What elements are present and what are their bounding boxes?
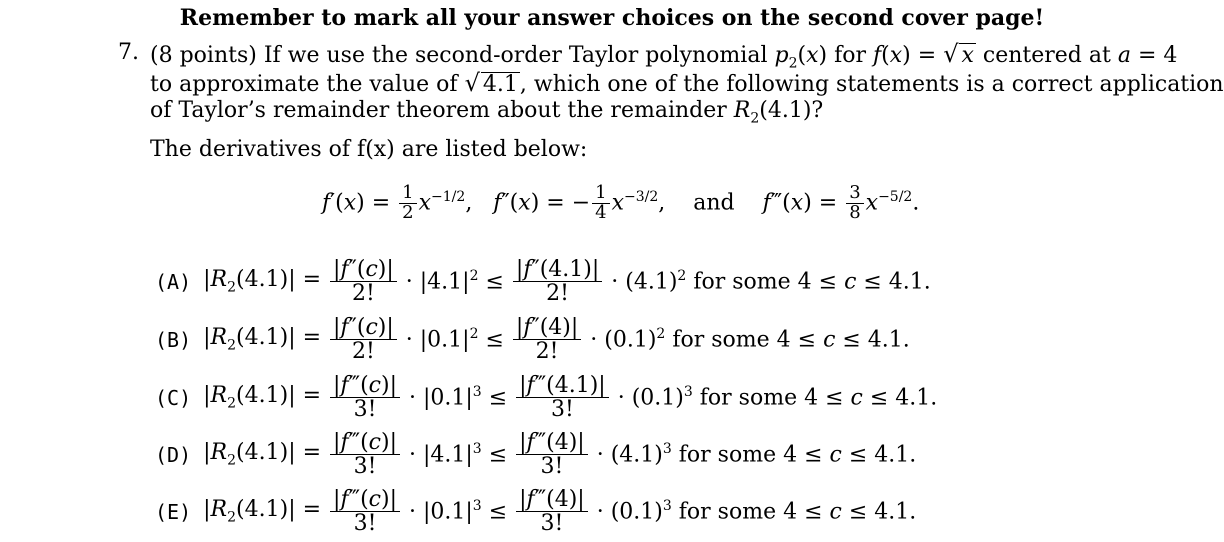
cover-page-reminder: Remember to mark all your answer choices on the second cover page! [179,5,1045,31]
question-number: 7. [118,40,139,65]
option-d[interactable]: (D) $|R_2(4.1)|$ = $\frac{|f‴(c)|}{3!}$ · $|4.1|^3$ ≤ $\frac{|f‴(4)|}{3!}$ · $(4.1)^3$ for some 4 ≤ c ≤ 4.1. [155,430,917,480]
derivative-list: f′(x) = $\frac{1}{2}$ $x^{-1/2}$, f″(x) = − $\frac{1}{4}$ $x^{-3/2}$, and f‴(x) = $\frac{3}{8}$ $x^{-5/2}$. [322,182,920,223]
option-c-label: (C) [155,385,192,410]
question-line-3: of Taylor’s remainder theorem about the remainder $R_2(4.1)$? [150,98,824,127]
option-a[interactable]: (A) $|R_2(4.1)|$ = $\frac{|f''(c)|}{2!}$ · $|4.1|^2$ ≤ $\frac{|f''(4.1)|}{2!}$ · $(4.1)^2$ for some 4 ≤ c ≤ 4.1. [155,257,931,307]
option-b-label: (B) [155,327,192,352]
option-d-label: (D) [155,442,192,467]
derivatives-intro: The derivatives of f(x) are listed below: [150,137,588,162]
option-e[interactable]: (E) $|R_2(4.1)|$ = $\frac{|f‴(c)|}{3!}$ · $|0.1|^3$ ≤ $\frac{|f‴(4)|}{3!}$ · $(0.1)^3$ for some 4 ≤ c ≤ 4.1. [155,487,917,537]
option-e-label: (E) [155,499,192,524]
option-b[interactable]: (B) $|R_2(4.1)|$ = $\frac{|f''(c)|}{2!}$ · $|0.1|^2$ ≤ $\frac{|f''(4)|}{2!}$ · $(0.1)^2$ for some 4 ≤ c ≤ 4.1. [155,315,910,365]
question-points: (8 points) [150,43,257,68]
option-c[interactable]: (C) $|R_2(4.1)|$ = $\frac{|f‴(c)|}{3!}$ · $|0.1|^3$ ≤ $\frac{|f‴(4.1)|}{3!}$ · $(0.1)^3$ for some 4 ≤ c ≤ 4.1. [155,373,938,423]
option-a-label: (A) [155,269,192,294]
question-line-2: to approximate the value of √ 4.1, which one of the following statements is a correct application [150,69,1224,97]
question-line-1: (8 points) If we use the second-order Taylor polynomial $p_2(x)$ for f(x) = √ x centered at a = 4 [150,40,1178,72]
